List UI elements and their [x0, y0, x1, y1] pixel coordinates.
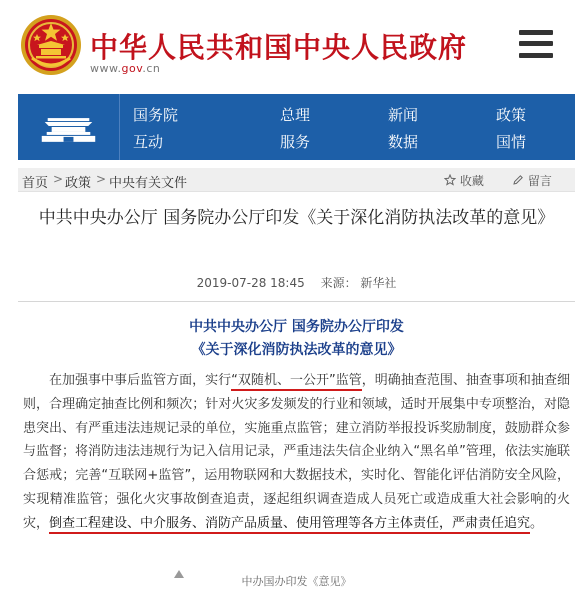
breadcrumb	[18, 168, 575, 192]
highlight-accountability: 倒查工程建设、中介服务、消防产品质量、使用管理等各方主体责任，严肃责任追究	[49, 516, 530, 534]
pencil-icon	[512, 174, 524, 186]
hamburger-menu-icon[interactable]	[519, 29, 553, 59]
comment-button[interactable]	[512, 172, 552, 189]
star-icon	[444, 174, 456, 186]
highlight-double-random: “双随机、一公开”监管	[231, 373, 362, 391]
nav-item-state-council[interactable]: 国务院	[133, 106, 179, 124]
breadcrumb-central-documents[interactable]: 中央有关文件	[109, 176, 188, 191]
tiananmen-logo-icon[interactable]	[18, 94, 120, 160]
article-meta	[18, 274, 575, 291]
nav-item-national-info[interactable]: 国情	[496, 133, 527, 151]
image-caption: 中办国办印发《意见》	[241, 575, 352, 588]
nav-item-premier[interactable]: 总理	[280, 106, 311, 124]
favorite-label: 收藏	[459, 174, 484, 188]
site-header	[0, 0, 585, 86]
breadcrumb-home[interactable]: 首页	[22, 176, 49, 191]
article-title: 中共中央办公厅 国务院办公厅印发《关于深化消防执法改革的意见》	[38, 208, 555, 228]
favorite-button[interactable]	[444, 172, 484, 189]
nav-item-policy[interactable]: 政策	[496, 106, 527, 124]
lead-title-line2: 《关于深化消防执法改革的意见》	[191, 342, 402, 358]
breadcrumb-separator: >	[53, 172, 64, 186]
nav-item-data[interactable]: 数据	[388, 133, 419, 151]
nav-item-services[interactable]: 服务	[280, 133, 311, 151]
national-emblem-icon[interactable]	[20, 14, 82, 76]
breadcrumb-policy[interactable]: 政策	[65, 176, 92, 191]
breadcrumb-separator: >	[96, 172, 107, 186]
comment-label: 留言	[527, 174, 552, 188]
article-date: 2019-07-28 18:45	[196, 276, 305, 290]
site-title[interactable]: 中华人民共和国中央人民政府	[90, 31, 468, 64]
article-paragraph: 在加强事中事后监管方面，实行“双随机、一公开”监管，明确抽查范围、抽查事项和抽查细则，合理确定抽查比例和频次；针对火灾多发频发的行业和领域，适时开展集中专项整治，对隐患突出、有严重违法违规记录的单位，实施重点监管；建立消防举报投诉奖励制度，鼓励群众参与监督；将消防违法违规行为记入信用记录，严重违法失信企业纳入“黑名单”管理，依法实施联合惩戒；完善“互联网+监管”，运用物联网和大数据技术，实时化、智能化评估消防安全风险，实现精准监管；强化火灾事故倒查追责，逐起组织调查造成人员死亡或造成重大社会影响的火灾，倒查工程建设、中介服务、消防产品质量、使用管理等各方主体责任，严肃责任追究。	[23, 369, 570, 536]
main-nav	[18, 94, 575, 160]
article-body	[23, 369, 570, 536]
article-source: 来源： 新华社	[320, 276, 397, 290]
lead-title-line1: 中共中央办公厅 国务院办公厅印发	[189, 319, 404, 335]
site-url: www.gov.cn	[90, 62, 161, 75]
nav-item-news[interactable]: 新闻	[388, 106, 419, 124]
nav-item-interaction[interactable]: 互动	[133, 133, 164, 151]
divider	[18, 301, 575, 302]
